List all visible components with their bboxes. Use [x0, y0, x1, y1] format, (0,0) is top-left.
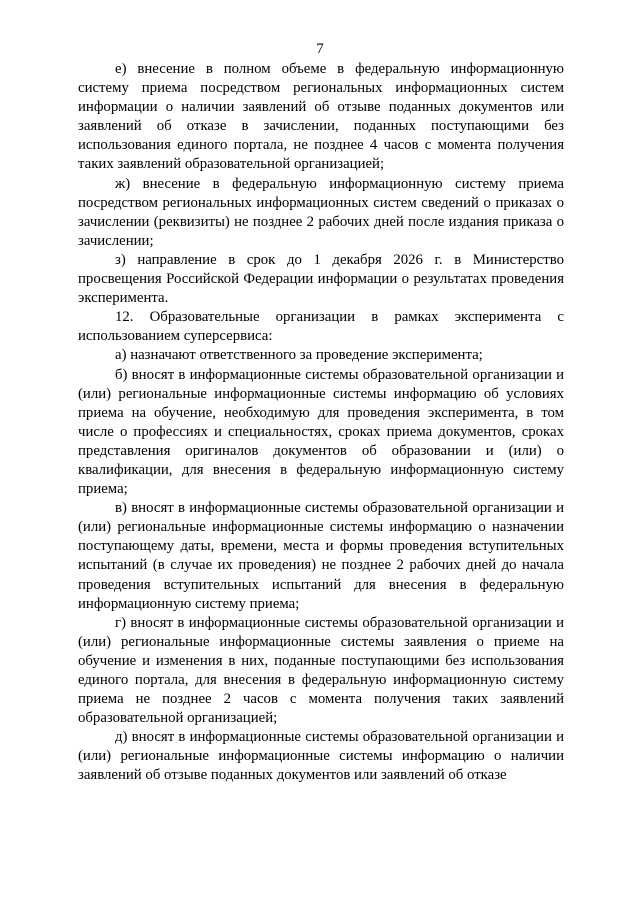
document-body [78, 60, 564, 786]
paragraph-item-e: е) внесение в полном объеме в федеральную информационную систему приема посредством региональных информационных систем информации о наличии заявлений об отзыве поданных документов или заявлений об отказе в зачислении, поданных поступающими без использования единого портала, не позднее 4 часов с момента получения таких заявлений образовательной организацией; [78, 61, 564, 173]
paragraph-item-v: в) вносят в информационные системы образовательной организации и (или) региональные информационные системы информацию о назначении поступающему даты, времени, места и формы проведения вступительных испытаний (в случае их проведения) не позднее 2 рабочих дней до начала проведения вступительных испытаний для внесения в федеральную информационную систему приема; [78, 500, 564, 612]
page-number: 7 [316, 41, 324, 57]
paragraph-item-d: д) вносят в информационные системы образовательной организации и (или) региональные информационные системы информацию о наличии заявлений об отзыве поданных документов или заявлений об отказе [78, 729, 564, 784]
paragraph-item-zh: ж) внесение в федеральную информационную систему приема посредством региональных информационных систем сведений о приказах о зачислении (реквизиты) не позднее 2 рабочих дней после издания приказа о зачислении; [78, 175, 564, 249]
paragraph-clause-12: 12. Образовательные организации в рамках эксперимента с использованием суперсервиса: [78, 309, 564, 345]
paragraph-item-g: г) вносят в информационные системы образовательной организации и (или) региональные информационные системы заявления о приеме на обучение и изменения в них, поданные поступающими без использования единого портала, для внесения в федеральную информационную систему приема не позднее 2 часов с момента получения таких заявлений образовательной организацией; [78, 614, 564, 727]
paragraph-item-a: а) назначают ответственного за проведение эксперимента; [115, 347, 483, 364]
paragraph-item-b: б) вносят в информационные системы образовательной организации и (или) региональные информационные системы информацию об условиях приема на обучение, необходимую для проведения эксперимента, в том числе о профессиях и специальностях, сроках приема документов, сроках представления оригиналов документов об образовании и (или) о квалификации, для внесения в федеральную информационную систему приема; [78, 366, 564, 498]
paragraph-item-z: з) направление в срок до 1 декабря 2026 г. в Министерство просвещения Российской Федерации информации о результатах проведения эксперимента. [78, 251, 564, 307]
